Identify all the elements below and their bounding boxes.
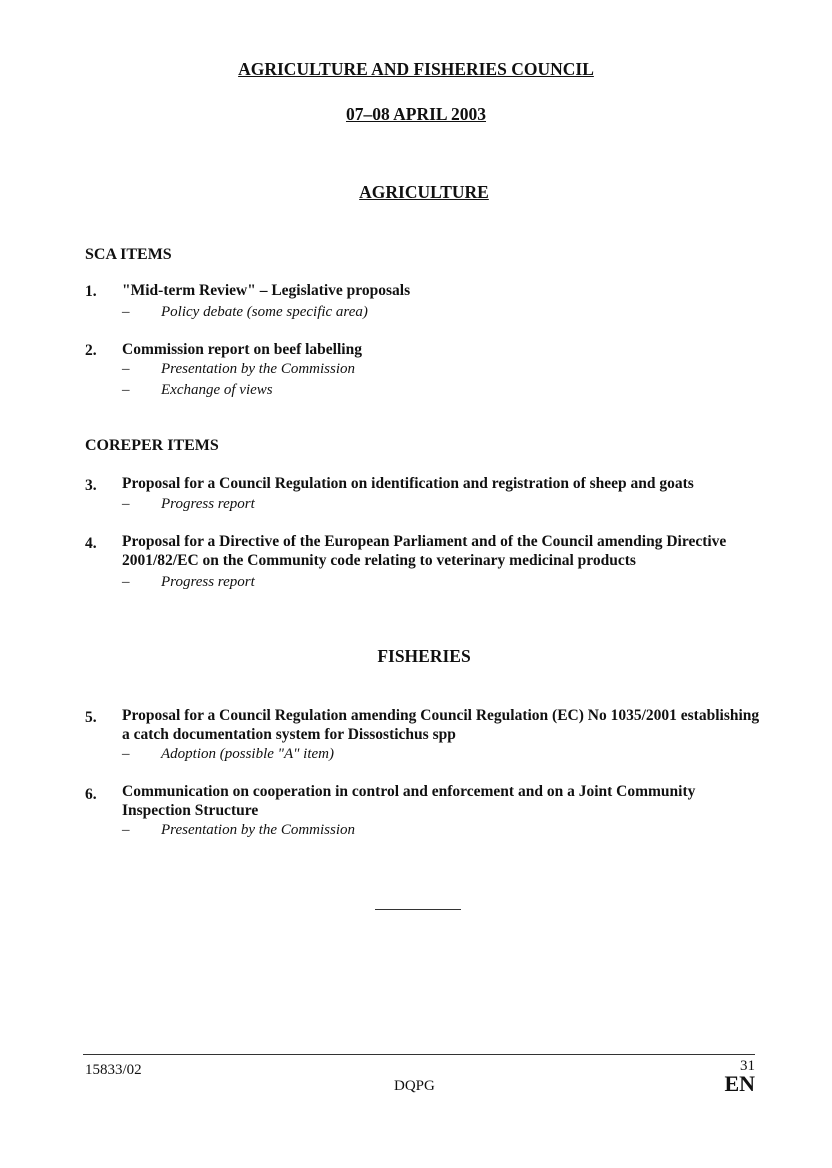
coreper-items-label: COREPER ITEMS (85, 437, 219, 454)
item-title: Proposal for a Council Regulation amending Council Regulation (EC) No 1035/2001 establishing a catch documentation system for Dissostichus spp (122, 707, 760, 743)
footer-divider (83, 1054, 755, 1055)
item-sub: – Progress report (122, 574, 255, 590)
item-sub: – Policy debate (some specific area) (122, 304, 368, 320)
sca-items-label: SCA ITEMS (85, 246, 172, 263)
document-number: 15833/02 (85, 1062, 142, 1078)
page-number: 31 (740, 1058, 755, 1074)
item-number: 2. (85, 342, 97, 359)
item-title: "Mid-term Review" – Legislative proposals (122, 282, 411, 299)
item-title: Communication on cooperation in control and enforcement and on a Joint Community Inspection Structure (122, 783, 696, 819)
item-sub: – Presentation by the Commission (122, 361, 356, 377)
agriculture-heading: AGRICULTURE (359, 182, 489, 202)
item-number: 6. (85, 786, 97, 803)
item-title: Commission report on beef labelling (122, 341, 362, 358)
item-sub: – Presentation by the Commission (122, 822, 356, 838)
item-number: 5. (85, 709, 97, 726)
closing-divider (375, 909, 461, 910)
meeting-dates: 07–08 APRIL 2003 (345, 104, 487, 124)
council-title: AGRICULTURE AND FISHERIES COUNCIL (238, 59, 594, 79)
directorate-code: DQPG (394, 1078, 435, 1094)
item-sub: – Adoption (possible "A" item) (122, 746, 334, 762)
item-title: Proposal for a Directive of the European Parliament and of the Council amending Directive 2001/82/EC on the Community code relating to veterinary medicinal products (122, 533, 727, 569)
item-sub: – Progress report (122, 496, 255, 512)
fisheries-heading: FISHERIES (377, 646, 471, 666)
language-code: EN (724, 1071, 755, 1096)
item-number: 4. (85, 535, 97, 552)
item-number: 1. (85, 283, 97, 300)
item-title: Proposal for a Council Regulation on identification and registration of sheep and goats (122, 475, 694, 492)
item-number: 3. (85, 477, 97, 494)
item-sub: – Exchange of views (122, 382, 273, 398)
